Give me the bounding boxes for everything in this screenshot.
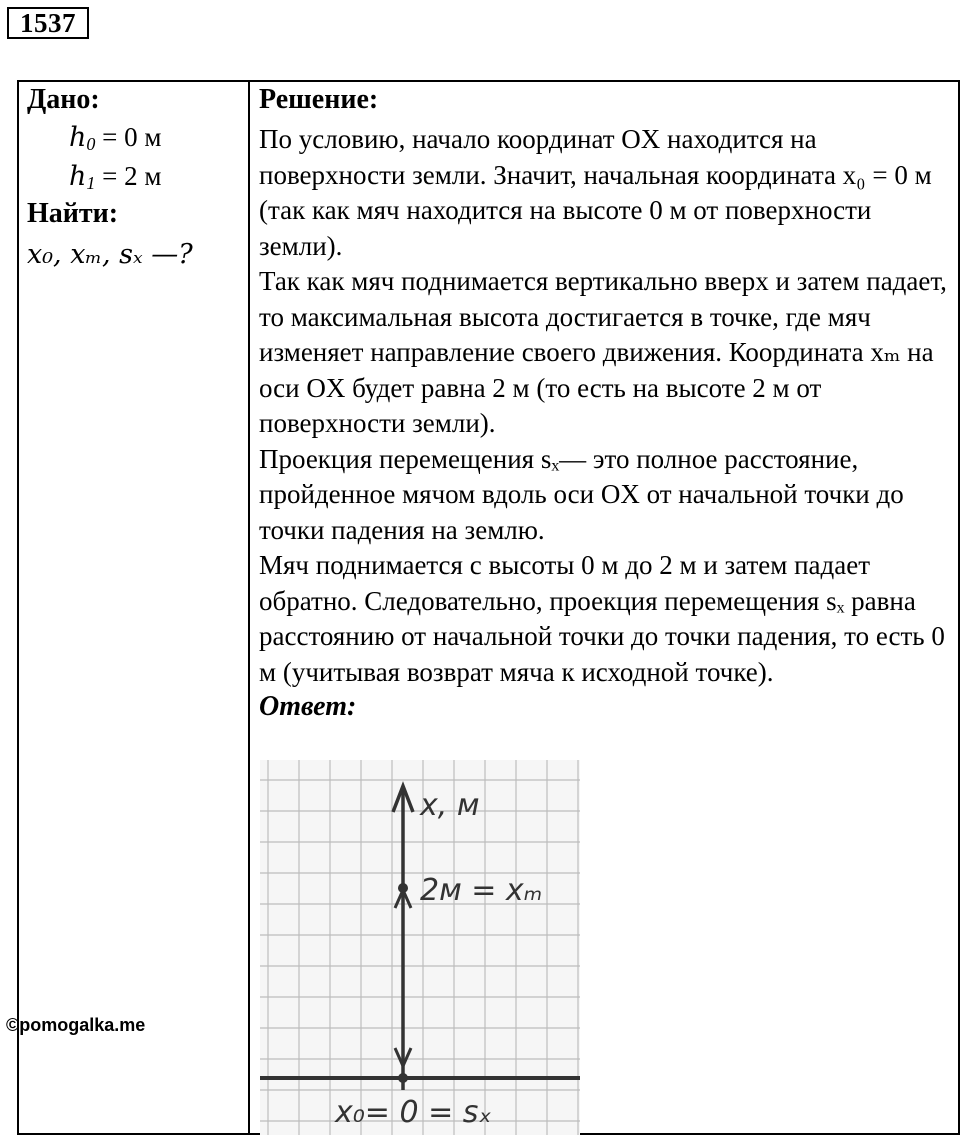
solution-column	[259, 82, 954, 724]
given-h0: $h_0 = 0$ м	[69, 122, 162, 154]
solution-label: Решение:	[259, 84, 379, 115]
answer-sketch	[260, 760, 580, 1135]
max-label: 2м = xₘ	[420, 873, 543, 908]
origin-label: x₀= 0 = sₓ	[335, 1095, 492, 1130]
task-number: 1537	[7, 7, 89, 39]
find-label: Найти:	[27, 198, 119, 229]
find-values: x₀, xₘ, sₓ —?	[27, 239, 193, 270]
watermark: ©pomogalka.me	[6, 1015, 146, 1035]
solution-paragraph-4: Мяч поднимается с высоты 0 м до 2 м и затем падает обратно. Следовательно, проекция перемещения sₓ равна расстоянию от начальной точки до точки падения, то есть 0 м (учитывая возврат мяча к исходной точке).	[259, 550, 945, 687]
solution-paragraph-3: Проекция перемещения sₓ— это полное расстояние, пройденное мячом вдоль оси OX от начальной точки до точки падения на землю.	[259, 443, 904, 545]
column-divider	[248, 82, 250, 1133]
solution-paragraph-1: По условию, начало координат OX находится на поверхности земли. Значит, начальная координата x₀ = 0 м (так как мяч находится на высоте 0 м от поверхности земли).	[259, 124, 932, 261]
given-h1: $h_1 = 2$ м	[69, 161, 162, 193]
given-label: Дано:	[27, 84, 100, 115]
origin-point-marker	[398, 1073, 408, 1083]
answer-label: Ответ:	[259, 691, 357, 722]
given-column	[27, 82, 242, 274]
max-point-marker	[398, 883, 408, 893]
solution-paragraph-2: Так как мяч поднимается вертикально вверх и затем падает, то максимальная высота достигается в точке, где мяч изменяет направление своего движения. Координата xₘ на оси OX будет равна 2 м (то есть на высоте 2 м от поверхности земли).	[259, 266, 947, 438]
axis-label: x, м	[420, 788, 480, 823]
